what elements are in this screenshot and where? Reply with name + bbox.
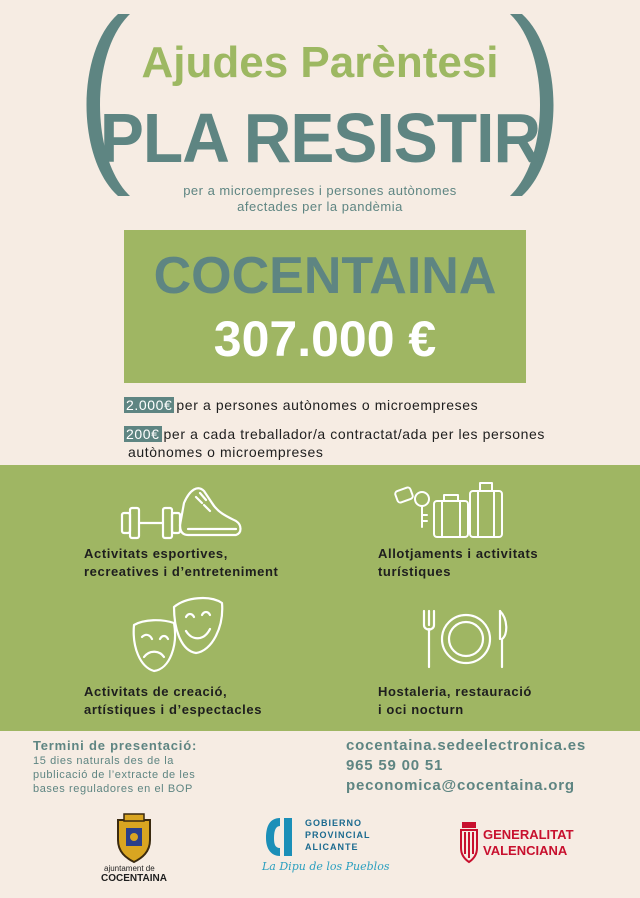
aid-tag-2: 200€ <box>126 426 160 442</box>
subtitle-line-1: per a microempreses i persones autònomes <box>183 183 457 198</box>
diputacion-line-2: PROVINCIAL <box>305 830 371 840</box>
generalitat-emblem-icon <box>458 820 480 866</box>
plan-title: PLA RESISTIR <box>99 99 541 177</box>
email-link[interactable]: peconomica@cocentaina.org <box>346 777 575 794</box>
diputacion-line-3: ALICANTE <box>305 842 359 852</box>
aid-text-1: per a persones autònomes o microempreses <box>176 397 479 413</box>
generalitat-line-1: GENERALITAT <box>483 827 574 842</box>
category-hospitality: Hostaleria, restauració i oci nocturn <box>378 684 532 717</box>
theater-masks-icon <box>130 593 226 677</box>
diputacion-tagline: La Dipu de los Pueblos <box>262 860 390 873</box>
cocentaina-crest-icon <box>112 812 156 864</box>
aid-line-1 <box>124 397 478 413</box>
subtitle-line-2: afectades per la pandèmia <box>237 199 403 214</box>
amount-box <box>124 230 526 383</box>
aid-line-2 <box>124 425 624 461</box>
program-title: Ajudes Parèntesi <box>141 38 499 87</box>
deadline-line-2: publicació de l’extracte de les <box>33 769 196 781</box>
town-name: COCENTAINA <box>153 247 497 305</box>
category-tourism: Allotjaments i activitats turístiques <box>378 546 539 579</box>
ajuntament-label: ajuntament de <box>104 864 155 873</box>
category-arts: Activitats de creació, artístiques i d’espectacles <box>84 684 263 717</box>
subtitle <box>0 183 640 215</box>
phone-number[interactable]: 965 59 00 51 <box>346 757 444 774</box>
aid-text-2b: autònomes o microempreses <box>128 444 324 460</box>
deadline-line-1: 15 dies naturals des de la <box>33 755 174 767</box>
diputacion-logo-icon <box>262 814 298 860</box>
generalitat-line-2: VALENCIANA <box>483 843 568 858</box>
dumbbell-shoe-icon <box>118 483 244 541</box>
plate-cutlery-icon <box>420 607 510 671</box>
suitcase-keys-icon <box>392 479 508 541</box>
ajuntament-name: COCENTAINA <box>101 873 167 884</box>
deadline-line-3: bases reguladores en el BOP <box>33 783 193 795</box>
total-amount: 307.000 € <box>213 311 437 367</box>
category-sports: Activitats esportives, recreatives i d’entreteniment <box>84 546 279 579</box>
categories-panel <box>0 465 640 731</box>
aid-tag-1: 2.000€ <box>126 397 173 413</box>
diputacion-line-1: GOBIERNO <box>305 818 363 828</box>
aid-text-2: per a cada treballador/a contractat/ada per les persones <box>163 426 546 442</box>
website-link[interactable]: cocentaina.sedeelectronica.es <box>346 737 586 754</box>
deadline-title: Termini de presentació: <box>33 738 198 753</box>
